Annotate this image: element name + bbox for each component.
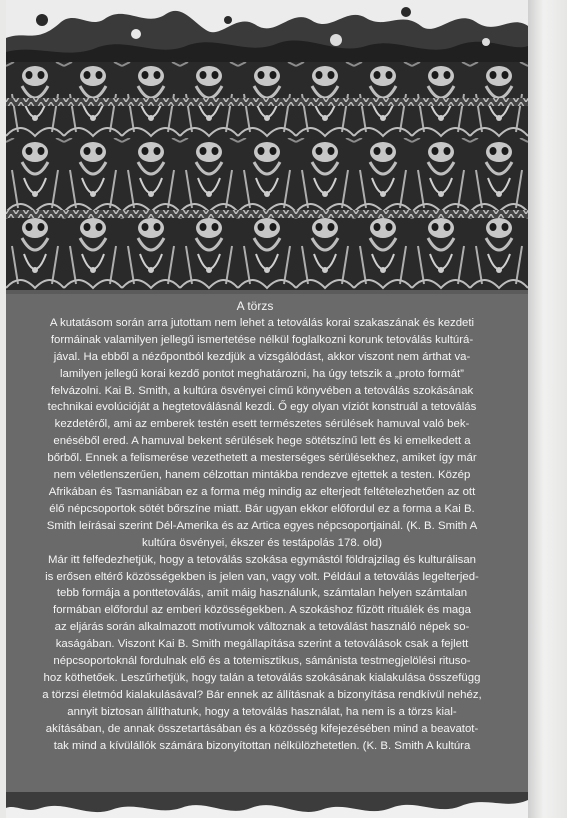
section-heading: A törzs bbox=[236, 299, 274, 313]
page-edge bbox=[528, 0, 567, 818]
text-line: kultúra ösvényei, ékszer és testápolás 178. old) bbox=[142, 536, 382, 549]
text-line: bőrből. Ennek a felismerése vezethetett a mesterséges sérülésekhez, amiket így már bbox=[47, 452, 477, 465]
text-line: felvázolni. Kai B. Smith, a kultúra ösvényei című könyvében a tetoválás szokásának bbox=[50, 384, 474, 397]
ink-blot-header bbox=[6, 0, 528, 70]
text-line: is erősen eltérő közösségekben is jelen van, vagy volt. Például a tetoválás legelterjed- bbox=[45, 570, 479, 583]
text-line: lamilyen jellegű korai kezdő pontot meghatározni, ha úgy tetszik a „proto formát” bbox=[60, 367, 464, 380]
text-line: enéséből ered. A hamuval bekent sérülések hege sötétszínű lett és ki emelkedett a bbox=[53, 435, 471, 448]
text-line: technikai evolúcióját a hegtetoválásnál kezdi. Ő egy olyan víziót konstruál a tetoválás bbox=[47, 401, 477, 414]
article-text bbox=[10, 298, 514, 754]
text-line: Már itt felfedezhetjük, hogy a tetoválás szokása egymástól földrajzilag és kulturálisan bbox=[48, 553, 476, 566]
paragraph-2 bbox=[10, 552, 514, 755]
text-line: A kutatásom során arra jutottam nem lehet a tetoválás korai szakaszának és kezdeti bbox=[49, 316, 475, 329]
text-line: népcsoportoknál fordulnak elő és a totemisztikus, sámánista testmegjelölési rituso- bbox=[53, 655, 471, 668]
text-line: nem véletlenszerűen, hanem célzottan mintákba rendezve ejtettek a testen. Közép bbox=[53, 469, 471, 482]
text-line: a törzsi életmód kialakulásával? Bár ennek az állításnak a bizonyítása rendkívül nehéz, bbox=[42, 688, 482, 701]
text-line: tebb formája a ponttetoválás, amit máig használunk, számtalan helyen számtalan bbox=[56, 587, 468, 600]
text-line: Afrikában és Tasmaniában ez a forma még mindig az elterjedt feltételezhetően az ott bbox=[48, 485, 476, 498]
text-line: kaságában. Viszont Kai B. Smith megállapítása szerint a tetoválások csak a fejlett bbox=[55, 638, 469, 651]
text-line: formáinak valamilyen jellegű ismertetése nélkül foglalkozni korunk tetoválás kultúrá- bbox=[50, 333, 474, 346]
text-line: formában előfordul az emberi közösségekben. A szokáshoz fűzött rituálék és maga bbox=[53, 604, 471, 617]
text-line: annyit biztosan állíthatunk, hogy a tetoválás használat, ha nem is a törzs kial- bbox=[67, 705, 457, 718]
text-line: akításában, de annak összetartásában és a közösség kifejezésében mind a beavatot- bbox=[45, 722, 479, 735]
text-line: jával. Ha ebből a nézőpontból kezdjük a vizsgálódást, akkor viszont nem árthat va- bbox=[53, 350, 471, 363]
text-line: Smith leírásai szerint Dél-Amerika és az Artica egyes népcsoportjainál. (K. B. Smith A bbox=[46, 519, 478, 532]
ornamental-pattern-illustration bbox=[6, 62, 528, 290]
text-line: az eljárás során alkalmazott motívumok változnak a tetoválást használó népek so- bbox=[54, 621, 470, 634]
text-line: tak mind a kívülállók számára bizonyítottan nélkülözhetetlen. (K. B. Smith A kultúra bbox=[53, 739, 471, 752]
text-line: élő népcsoportok sötét bőrszíne miatt. Bár ugyan ekkor előfordul ez a forma a Kai B. bbox=[49, 502, 475, 515]
text-line: kezdetéről, ami az emberek testén esett természetes sérülések hamuval való bek- bbox=[54, 418, 470, 431]
ink-blot-footer bbox=[6, 792, 528, 818]
text-line: hoz köthetőek. Leszűrhetjük, hogy talán a tetoválás szokásának kialakulása összefügg bbox=[43, 671, 481, 684]
paragraph-1 bbox=[10, 315, 514, 552]
